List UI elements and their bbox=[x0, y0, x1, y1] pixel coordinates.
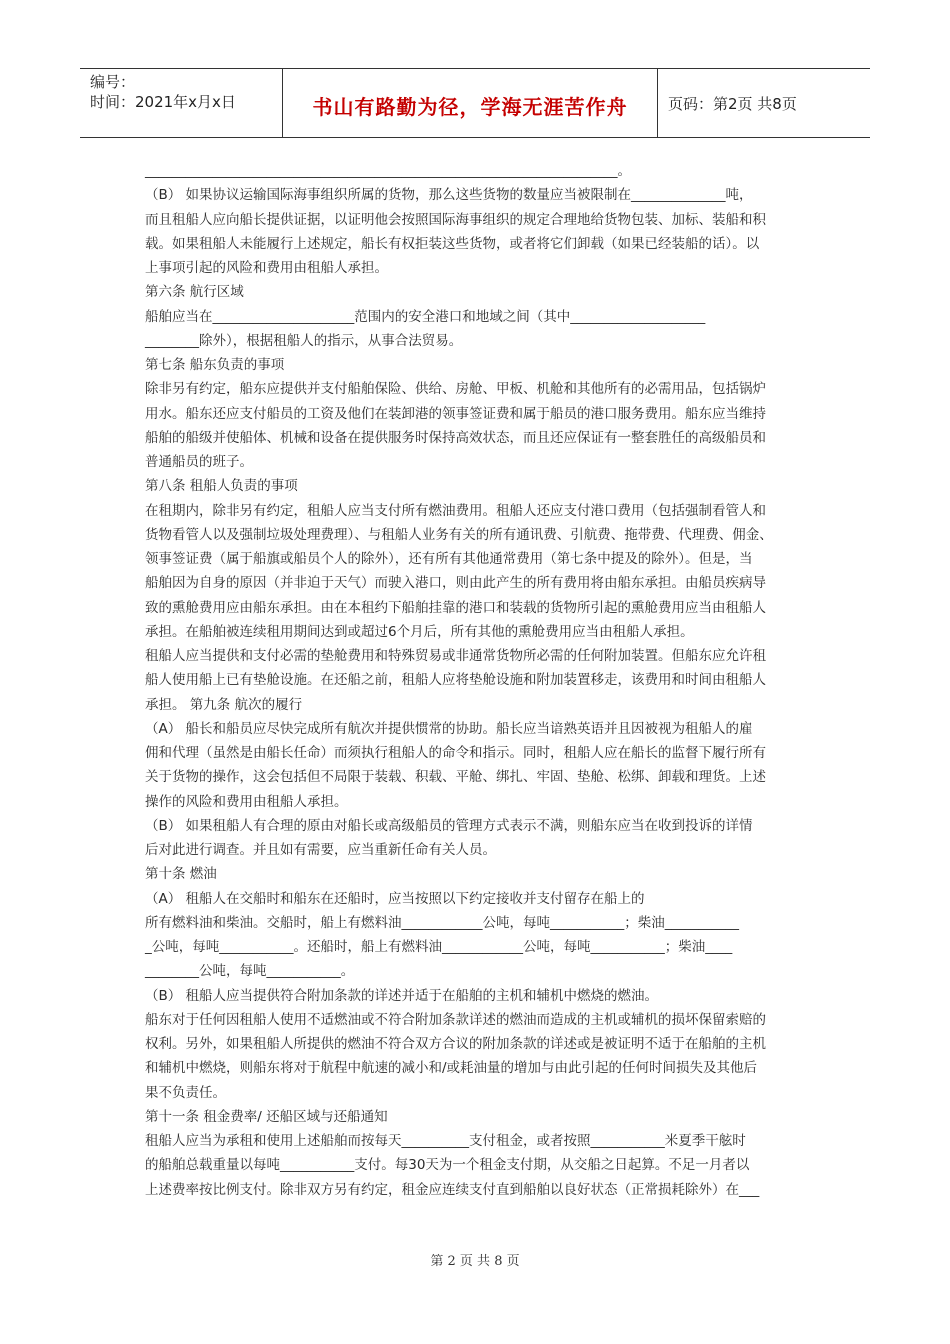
page-footer: 第 2 页 共 8 页 bbox=[430, 1254, 520, 1269]
text-line: 佣和代理（虽然是由船长任命）而须执行租船人的命令和指示。同时，租船人应在船长的监督下履行所有 bbox=[145, 745, 766, 761]
text-line: 载。如果租船人未能履行上述规定，船长有权拒装这些货物，或者将它们卸载（如果已经装船的话）。以 bbox=[145, 235, 760, 252]
text-line: 的船舶总载重量以每吨___________支付。每30天为一个租金支付期，从交船之日起算。不足一月者以 bbox=[145, 1157, 750, 1174]
text-line: 致的熏舱费用应由船东承担。由在本租约下船舶挂靠的港口和装载的货物所引起的熏舱费用应当由租船人 bbox=[145, 599, 766, 616]
text-line: 第十条 燃油 bbox=[145, 866, 217, 883]
text-line: 在租期内，除非另有约定，租船人应当支付所有燃油费用。租船人还应支付港口费用（包括强制看管人和 bbox=[145, 502, 766, 519]
text-line: （A） 租船人在交船时和船东在还船时，应当按照以下约定接收并支付留存在船上的 bbox=[145, 890, 645, 907]
text-line: 普通船员的班子。 bbox=[145, 454, 253, 470]
text-line: （A） 船长和船员应尽快完成所有航次并提供惯常的协助。船长应当谙熟英语并且因被视为租船人的雇 bbox=[145, 720, 753, 737]
text-line: 果不负责任。 bbox=[145, 1084, 226, 1101]
text-line: 船舶因为自身的原因（并非迫于天气）而驶入港口，则由此产生的所有费用将由船东承担。由船员疾病导 bbox=[145, 575, 766, 592]
header-info-cell bbox=[80, 69, 283, 137]
text-line: 用水。船东还应支付船员的工资及他们在装卸港的领事签证费和属于船员的港口服务费用。船东应当维持 bbox=[145, 405, 766, 422]
page-header bbox=[80, 68, 870, 138]
text-line: 第六条 航行区域 bbox=[145, 284, 244, 301]
header-motto-cell bbox=[283, 69, 658, 137]
text-line: （B） 租船人应当提供符合附加条款的详述并适于在船舶的主机和辅机中燃烧的燃油。 bbox=[145, 987, 659, 1004]
text-line: 而且租船人应向船长提供证据，以证明他会按照国际海事组织的规定合理地给货物包装、加标、装船和积 bbox=[145, 211, 766, 228]
text-line: ________除外），根据租船人的指示，从事合法贸易。 bbox=[145, 332, 463, 349]
text-line: 第十一条 租金费率/ 还船区域与还船通知 bbox=[145, 1108, 388, 1125]
text-line: 租船人应当为承租和使用上述船舶而按每天__________支付租金，或者按照___________米夏季干舷时 bbox=[145, 1133, 746, 1149]
text-line: 船舶的船级并使船体、机械和设备在提供服务时保持高效状态，而且还应保证有一整套胜任的高级船员和 bbox=[145, 429, 766, 446]
text-line: 货物看管人以及强制垃圾处理费理）、与租船人业务有关的所有通讯费、引航费、拖带费、代理费、佣金、 bbox=[145, 526, 773, 543]
text-line: 关于货物的操作，这会包括但不局限于装载、积载、平舱、绑扎、牢固、垫舱、松绑、卸载和理货。上述 bbox=[145, 769, 766, 786]
text-line: 承担。 第九条 航次的履行 bbox=[145, 696, 303, 713]
text-line: 除非另有约定，船东应提供并支付船舶保险、供给、房舱、甲板、机舱和其他所有的必需用品，包括锅炉 bbox=[145, 381, 766, 398]
text-line: 船人使用船上已有垫舱设施。在还船之前，租船人应将垫舱设施和附加装置移走，该费用和时间由租船人 bbox=[145, 672, 766, 689]
date-label: 时间：2021年x月x日 bbox=[90, 93, 236, 111]
header-page-cell bbox=[658, 69, 870, 137]
text-line: 操作的风险和费用由租船人承担。 bbox=[145, 793, 348, 810]
motto-text: 书山有路勤为径，学海无涯苦作舟 bbox=[312, 95, 628, 119]
text-line: 和辅机中燃烧，则船东将对于航程中航速的减小和/或耗油量的增加与由此引起的任何时间损失及其他后 bbox=[145, 1060, 758, 1077]
text-line: 第八条 租船人负责的事项 bbox=[145, 478, 298, 495]
page-number-label: 页码：第2页 共8页 bbox=[668, 95, 797, 113]
text-line: _公吨，每吨___________。还船时，船上有燃料油____________公吨，每吨___________；柴油____ bbox=[145, 939, 733, 955]
text-line: 权利。另外，如果租船人所提供的燃油不符合双方合议的附加条款的详述或是被证明不适于在船舶的主机 bbox=[145, 1036, 766, 1052]
text-line: 上事项引起的风险和费用由租船人承担。 bbox=[145, 260, 388, 276]
text-line: 承担。在船舶被连续租用期间达到或超过6个月后，所有其他的熏舱费用应当由租船人承担。 bbox=[145, 623, 694, 640]
text-line: 领事签证费（属于船旗或船员个人的除外），还有所有其他通常费用（第七条中提及的除外）。但是，当 bbox=[145, 551, 753, 567]
code-label: 编号： bbox=[90, 73, 136, 91]
text-line: （B） 如果租船人有合理的原由对船长或高级船员的管理方式表示不满，则船东应当在收到投诉的详情 bbox=[145, 817, 753, 834]
text-line: ______________________________________________________________________。 bbox=[145, 163, 631, 179]
text-line: 所有燃料油和柴油。交船时，船上有燃料油____________公吨，每吨___________；柴油___________ bbox=[145, 914, 739, 931]
text-line: 后对此进行调查。并且如有需要，应当重新任命有关人员。 bbox=[145, 842, 496, 858]
text-line: 第七条 船东负责的事项 bbox=[145, 357, 285, 373]
text-line: 船舶应当在_____________________范围内的安全港口和地域之间（其中____________________ bbox=[145, 308, 706, 325]
text-line: 船东对于任何因租船人使用不适燃油或不符合附加条款详述的燃油而造成的主机或辅机的损坏保留索赔的 bbox=[145, 1011, 766, 1028]
text-line: 租船人应当提供和支付必需的垫舱费用和特殊贸易或非通常货物所必需的任何附加装置。但船东应允许租 bbox=[145, 648, 766, 664]
text-line: ________公吨，每吨___________。 bbox=[145, 963, 355, 980]
text-line: 上述费率按比例支付。除非双方另有约定，租金应连续支付直到船舶以良好状态（正常损耗除外）在___ bbox=[145, 1181, 760, 1198]
text-line: （B） 如果协议运输国际海事组织所属的货物，那么这些货物的数量应当被限制在______________吨， bbox=[145, 187, 753, 204]
